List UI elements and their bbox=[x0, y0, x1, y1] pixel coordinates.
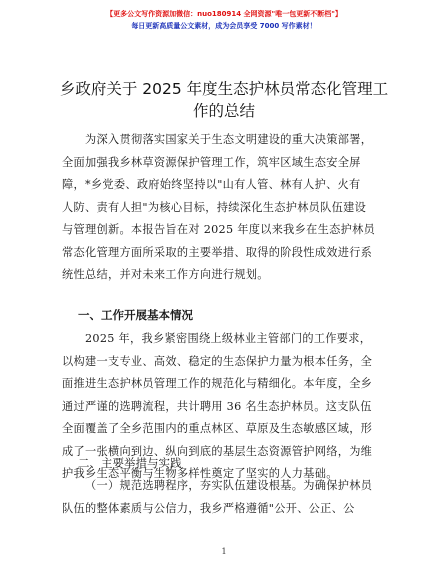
section2-line: （一）规范选聘程序，夯实队伍建设根基。为确保护林员 bbox=[85, 479, 373, 492]
title-line-1: 乡政府关于 2025 年度生态护林员常态化管理工 bbox=[59, 80, 389, 98]
intro-paragraph bbox=[62, 129, 398, 287]
intro-line: 人防、责有人担"为核心目标，持续深化生态护林员队伍建设 bbox=[62, 200, 367, 214]
section2-line: 队伍的整体素质与公信力，我乡严格遵循"公开、公正、公 bbox=[62, 501, 355, 515]
section-heading-1: 一、工作开展基本情况 bbox=[78, 308, 193, 322]
document-title bbox=[40, 78, 408, 122]
section1-line: 面推进生态护林员管理工作的规范化与精细化。本年度，全乡 bbox=[62, 377, 373, 390]
section1-line: 2025 年，我乡紧密围绕上级林业主管部门的工作要求， bbox=[85, 332, 372, 345]
section1-line: 以构建一支专业、高效、稳定的生态保护力量为根本任务，全 bbox=[62, 354, 373, 368]
promo-banner bbox=[0, 8, 448, 32]
section1-line: 全面覆盖了全乡范围内的重点林区、草原及生态敏感区域，形 bbox=[62, 422, 373, 435]
intro-line: 统性总结，并对未来工作方向进行规划。 bbox=[62, 268, 269, 281]
section2-paragraph bbox=[62, 475, 398, 520]
section1-line: 护我乡生态平衡与生物多样性奠定了坚实的人力基础。 bbox=[62, 467, 338, 480]
promo-line-2: 每日更新高质量公文素材，成为会员享受 7000 写作素材！ bbox=[131, 22, 317, 30]
intro-line: 与管理创新。本报告旨在对 2025 年度以来我乡在生态护林员 bbox=[62, 223, 376, 236]
promo-line-1: 【更多公文写作资源加微信：nuo180914 全网资源"唯一包更新不断档"】 bbox=[106, 10, 342, 18]
title-line-2: 作的总结 bbox=[192, 102, 255, 120]
intro-line: 障，*乡党委、政府始终坚持以"山有人管、林有人护、火有 bbox=[62, 178, 361, 191]
section1-line: 成了一张横向到边、纵向到底的基层生态资源管护网络，为维 bbox=[62, 444, 373, 458]
intro-line: 常态化管理方面所采取的主要举措、取得的阶段性成效进行系 bbox=[62, 245, 373, 259]
page-number: 1 bbox=[221, 547, 227, 556]
intro-line: 为深入贯彻落实国家关于生态文明建设的重大决策部署， bbox=[85, 133, 373, 146]
section1-line: 通过严谨的选聘流程，共计聘用 36 名生态护林员。这支队伍 bbox=[62, 399, 372, 413]
intro-line: 全面加强我乡林草资源保护管理工作，筑牢区域生态安全屏 bbox=[62, 155, 361, 169]
section-heading-2: 二、主要举措与实践 bbox=[78, 456, 182, 470]
